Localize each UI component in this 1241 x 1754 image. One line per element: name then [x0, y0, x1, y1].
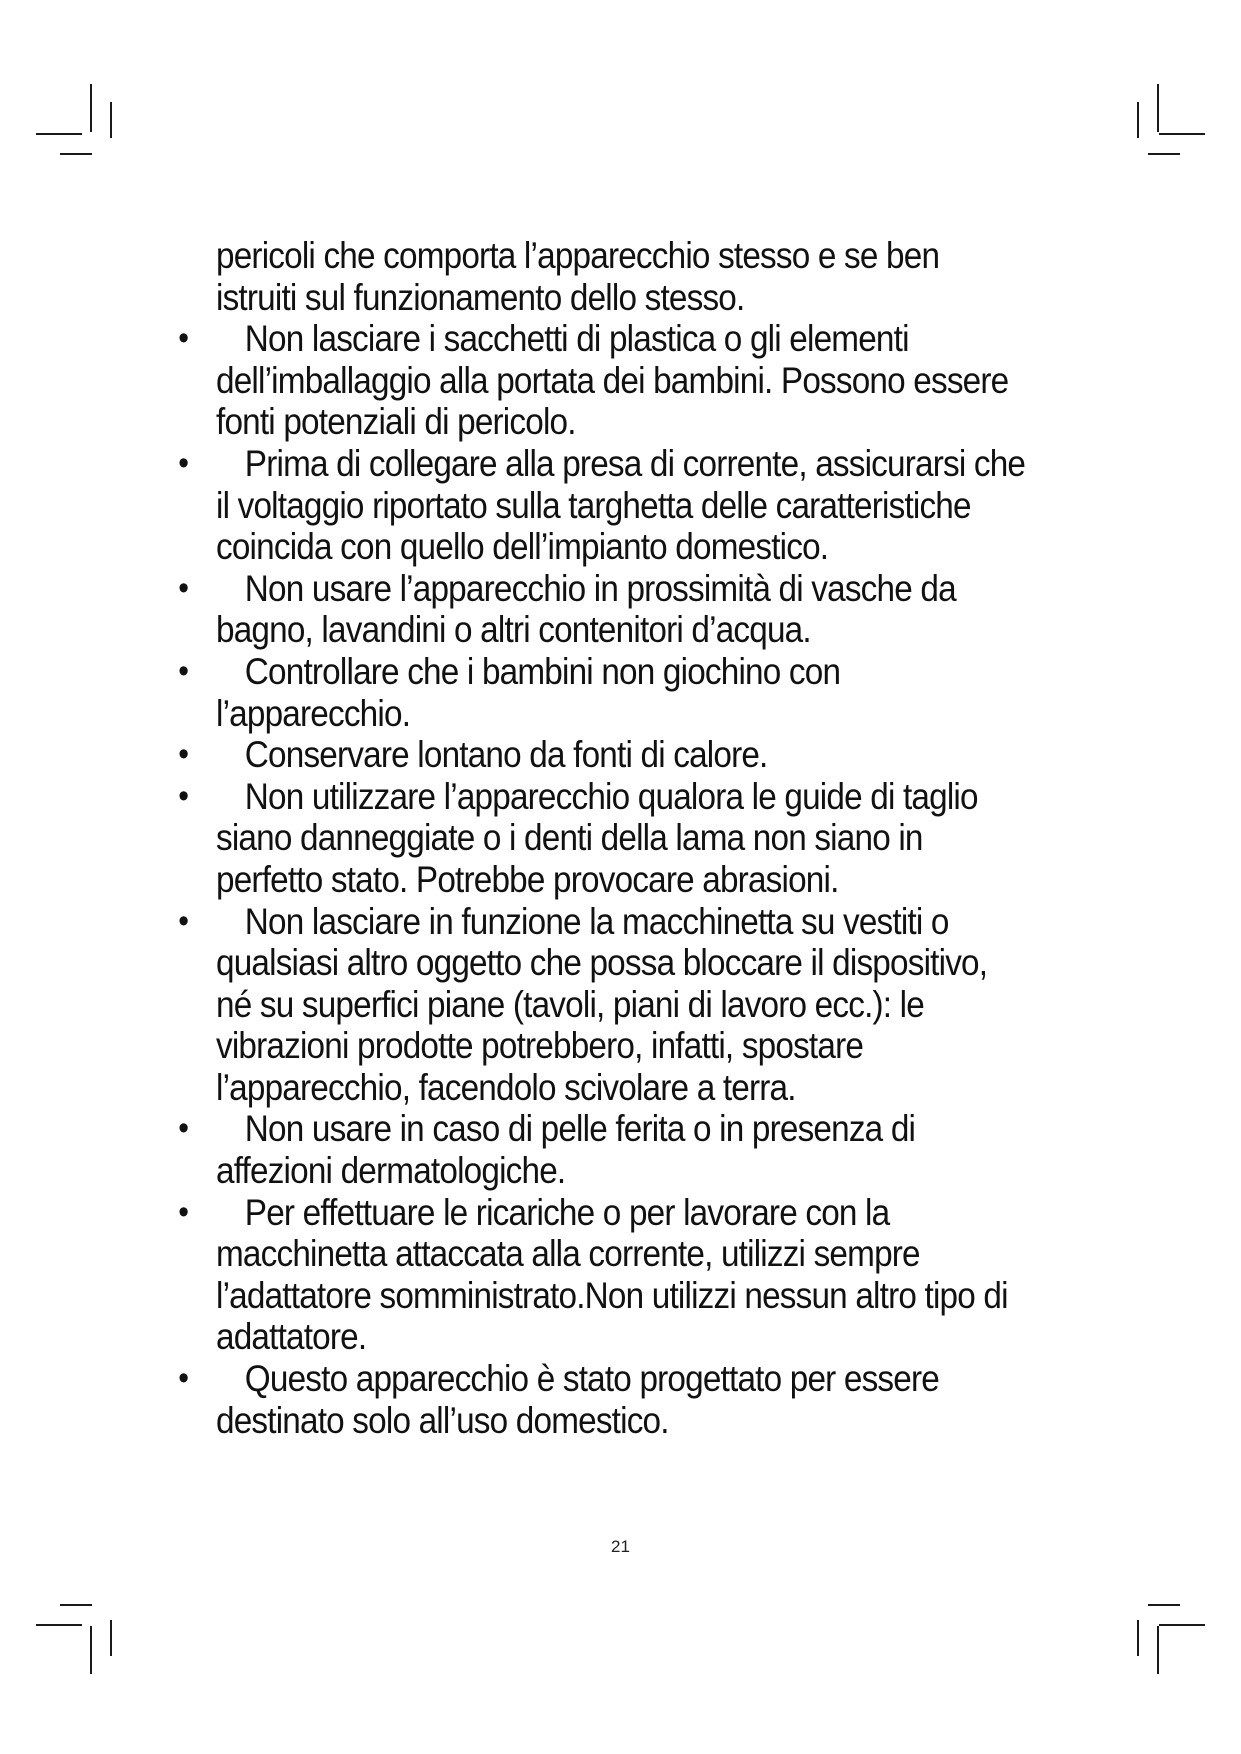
safety-instructions [178, 235, 1026, 1441]
bullet-icon: • [178, 901, 189, 940]
list-item [178, 1191, 1026, 1358]
list-item [178, 318, 1026, 443]
bullet-list [178, 318, 1026, 1441]
crop-mark [1157, 84, 1159, 132]
list-item [178, 442, 1026, 568]
crop-mark [1148, 153, 1180, 155]
bullet-icon: • [178, 568, 189, 607]
crop-mark [60, 153, 92, 155]
bullet-icon: • [178, 1359, 189, 1398]
list-item [178, 1108, 1026, 1192]
crop-mark [1159, 133, 1205, 135]
crop-mark [1148, 1604, 1180, 1606]
crop-mark [90, 1626, 92, 1674]
crop-mark [110, 102, 112, 138]
list-item [178, 650, 1026, 734]
list-item-text: Prima di collegare alla presa di corrente, assicurarsi che il voltaggio riportato sulla targhetta delle caratteristiche coincida con quello dell’impianto domestico. [216, 442, 1026, 568]
bullet-icon: • [178, 651, 189, 690]
list-item-text: Non utilizzare l’apparecchio qualora le guide di taglio siano danneggiate o i denti della lama non siano in perfetto stato. Potrebbe provocare abrasioni. [216, 775, 978, 900]
bullet-icon: • [178, 735, 189, 774]
bullet-icon: • [178, 1192, 189, 1231]
bullet-icon: • [178, 443, 189, 482]
crop-mark [110, 1620, 112, 1656]
list-item [178, 567, 1026, 651]
list-item-text: Conservare lontano da fonti di calore. [244, 734, 768, 776]
list-item [178, 1358, 1026, 1441]
bullet-icon: • [178, 319, 189, 358]
list-item-text: Non usare in caso di pelle ferita o in presenza di affezioni dermatologiche. [216, 1108, 916, 1192]
crop-mark [90, 84, 92, 132]
list-item-text: Controllare che i bambini non giochino con l’apparecchio. [216, 650, 841, 734]
list-item [178, 734, 1026, 776]
crop-mark [36, 1624, 82, 1626]
bullet-icon: • [178, 776, 189, 815]
crop-mark [1159, 1624, 1205, 1626]
list-item-text: Questo apparecchio è stato progettato per essere destinato solo all’uso domestico. [216, 1358, 939, 1441]
crop-mark [1137, 1620, 1139, 1656]
crop-mark [1137, 102, 1139, 138]
list-item [178, 775, 1026, 901]
crop-mark [60, 1604, 92, 1606]
list-item-text: Non usare l’apparecchio in prossimità di vasche da bagno, lavandini o altri contenitori d’acqua. [216, 567, 956, 651]
list-item-text: Non lasciare i sacchetti di plastica o gli elementi dell’imballaggio alla portata dei bambini. Possono essere fonti potenziali di pericolo. [216, 318, 1009, 443]
crop-mark [36, 133, 82, 135]
intro-paragraph: pericoli che comporta l’apparecchio stesso e se ben istruiti sul funzionamento dello stesso. [216, 235, 940, 318]
list-item [178, 900, 1026, 1109]
crop-mark [1157, 1626, 1159, 1674]
list-item-text: Per effettuare le ricariche o per lavorare con la macchinetta attaccata alla corrente, utilizzi sempre l’adattatore somministrato.Non utilizzi nessun altro tipo di adattatore. [216, 1191, 1008, 1358]
page-number: 21 [611, 1537, 630, 1556]
bullet-icon: • [178, 1109, 189, 1148]
list-item-text: Non lasciare in funzione la macchinetta su vestiti o qualsiasi altro oggetto che possa bloccare il dispositivo, né su superfici piane (tavoli, piani di lavoro ecc.): le vibrazioni prodotte potrebbero, infatti, spostare l’apparecchio, facendolo scivolare a terra. [216, 900, 988, 1108]
